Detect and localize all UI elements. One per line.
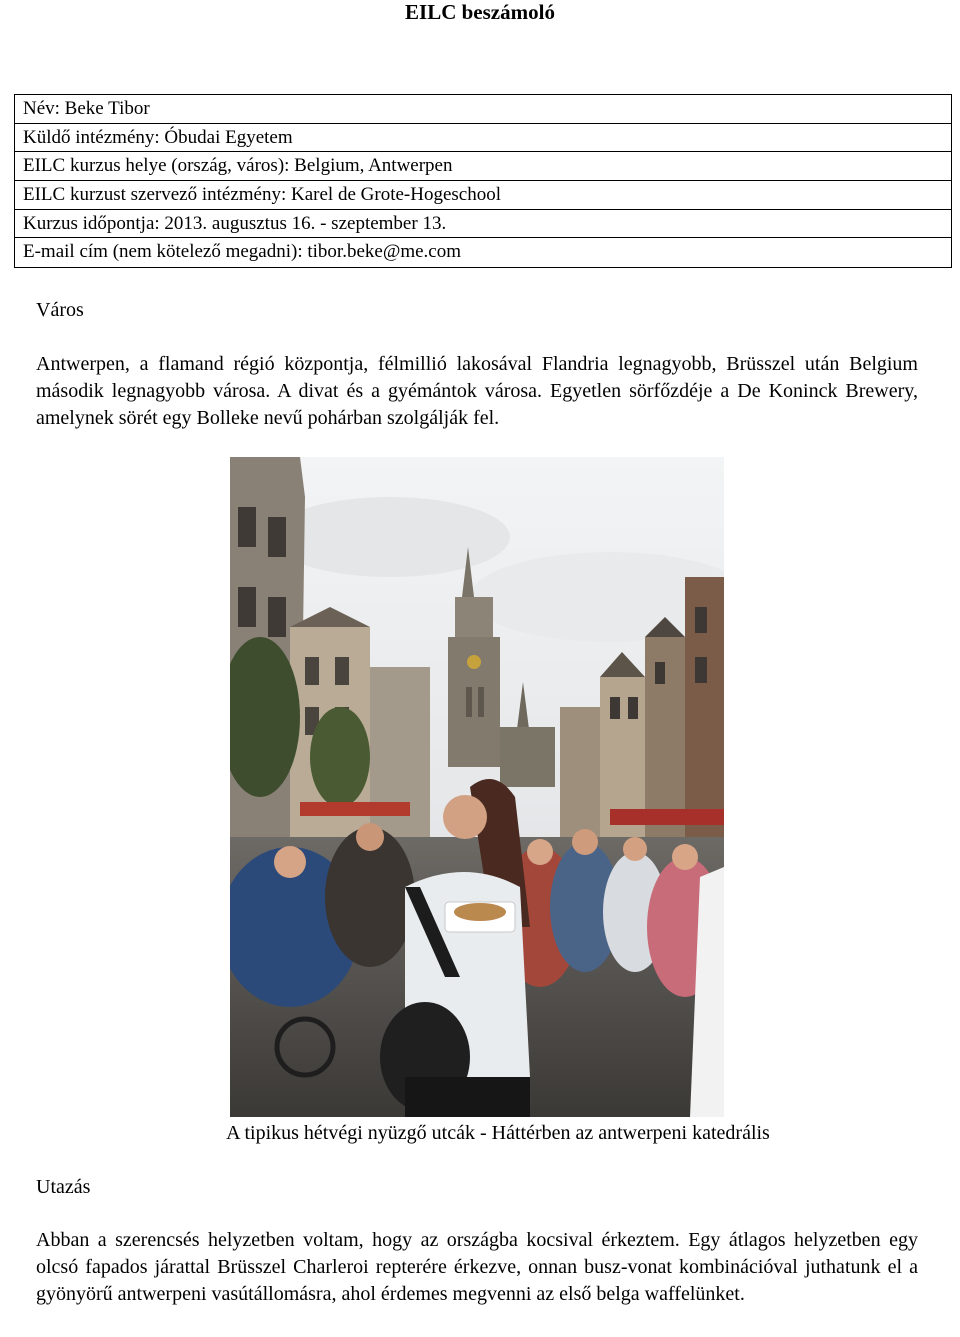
info-row-course-location: EILC kurzus helye (ország, város): Belgium, Antwerpen [15, 152, 951, 181]
info-row-organizing-institution: EILC kurzust szervező intézmény: Karel de Grote-Hogeschool [15, 181, 951, 210]
paragraph-travel: Abban a szerencsés helyzetben voltam, hogy az országba kocsival érkeztem. Egy átlagos helyzetben egy olcsó fapados járattal Brüsszel Charleroi repterére érkezve, onnan busz-vonat kombinációval juthatunk el a gyönyörű antwerpeni vasútállomásra, ahol érdemes megvenni az első belga waffelünket. [36, 1229, 918, 1305]
info-row-sending-institution: Küldő intézmény: Óbudai Egyetem [15, 124, 951, 153]
document-title: EILC beszámoló [405, 0, 555, 24]
info-row-name: Név: Beke Tibor [15, 95, 951, 124]
info-row-email: E-mail cím (nem kötelező megadni): tibor.beke@me.com [23, 241, 461, 263]
photo-caption: A tipikus hétvégi nyüzgő utcák - Háttérben az antwerpeni katedrális [226, 1122, 770, 1144]
info-table [14, 94, 952, 268]
info-row-course-dates: Kurzus időpontja: 2013. augusztus 16. - szeptember 13. [15, 210, 951, 239]
section-heading-travel: Utazás [36, 1176, 91, 1198]
paragraph-city: Antwerpen, a flamand régió központja, félmillió lakosával Flandria legnagyobb, Brüsszel után Belgium második legnagyobb városa. A divat és a gyémántok városa. Egyetlen sörfőzdéje a De Koninck Brewery, amelynek sörét egy Bolleke nevű pohárban szolgálják fel. [36, 353, 918, 429]
street-photo [230, 457, 724, 1117]
section-heading-city: Város [36, 299, 84, 321]
